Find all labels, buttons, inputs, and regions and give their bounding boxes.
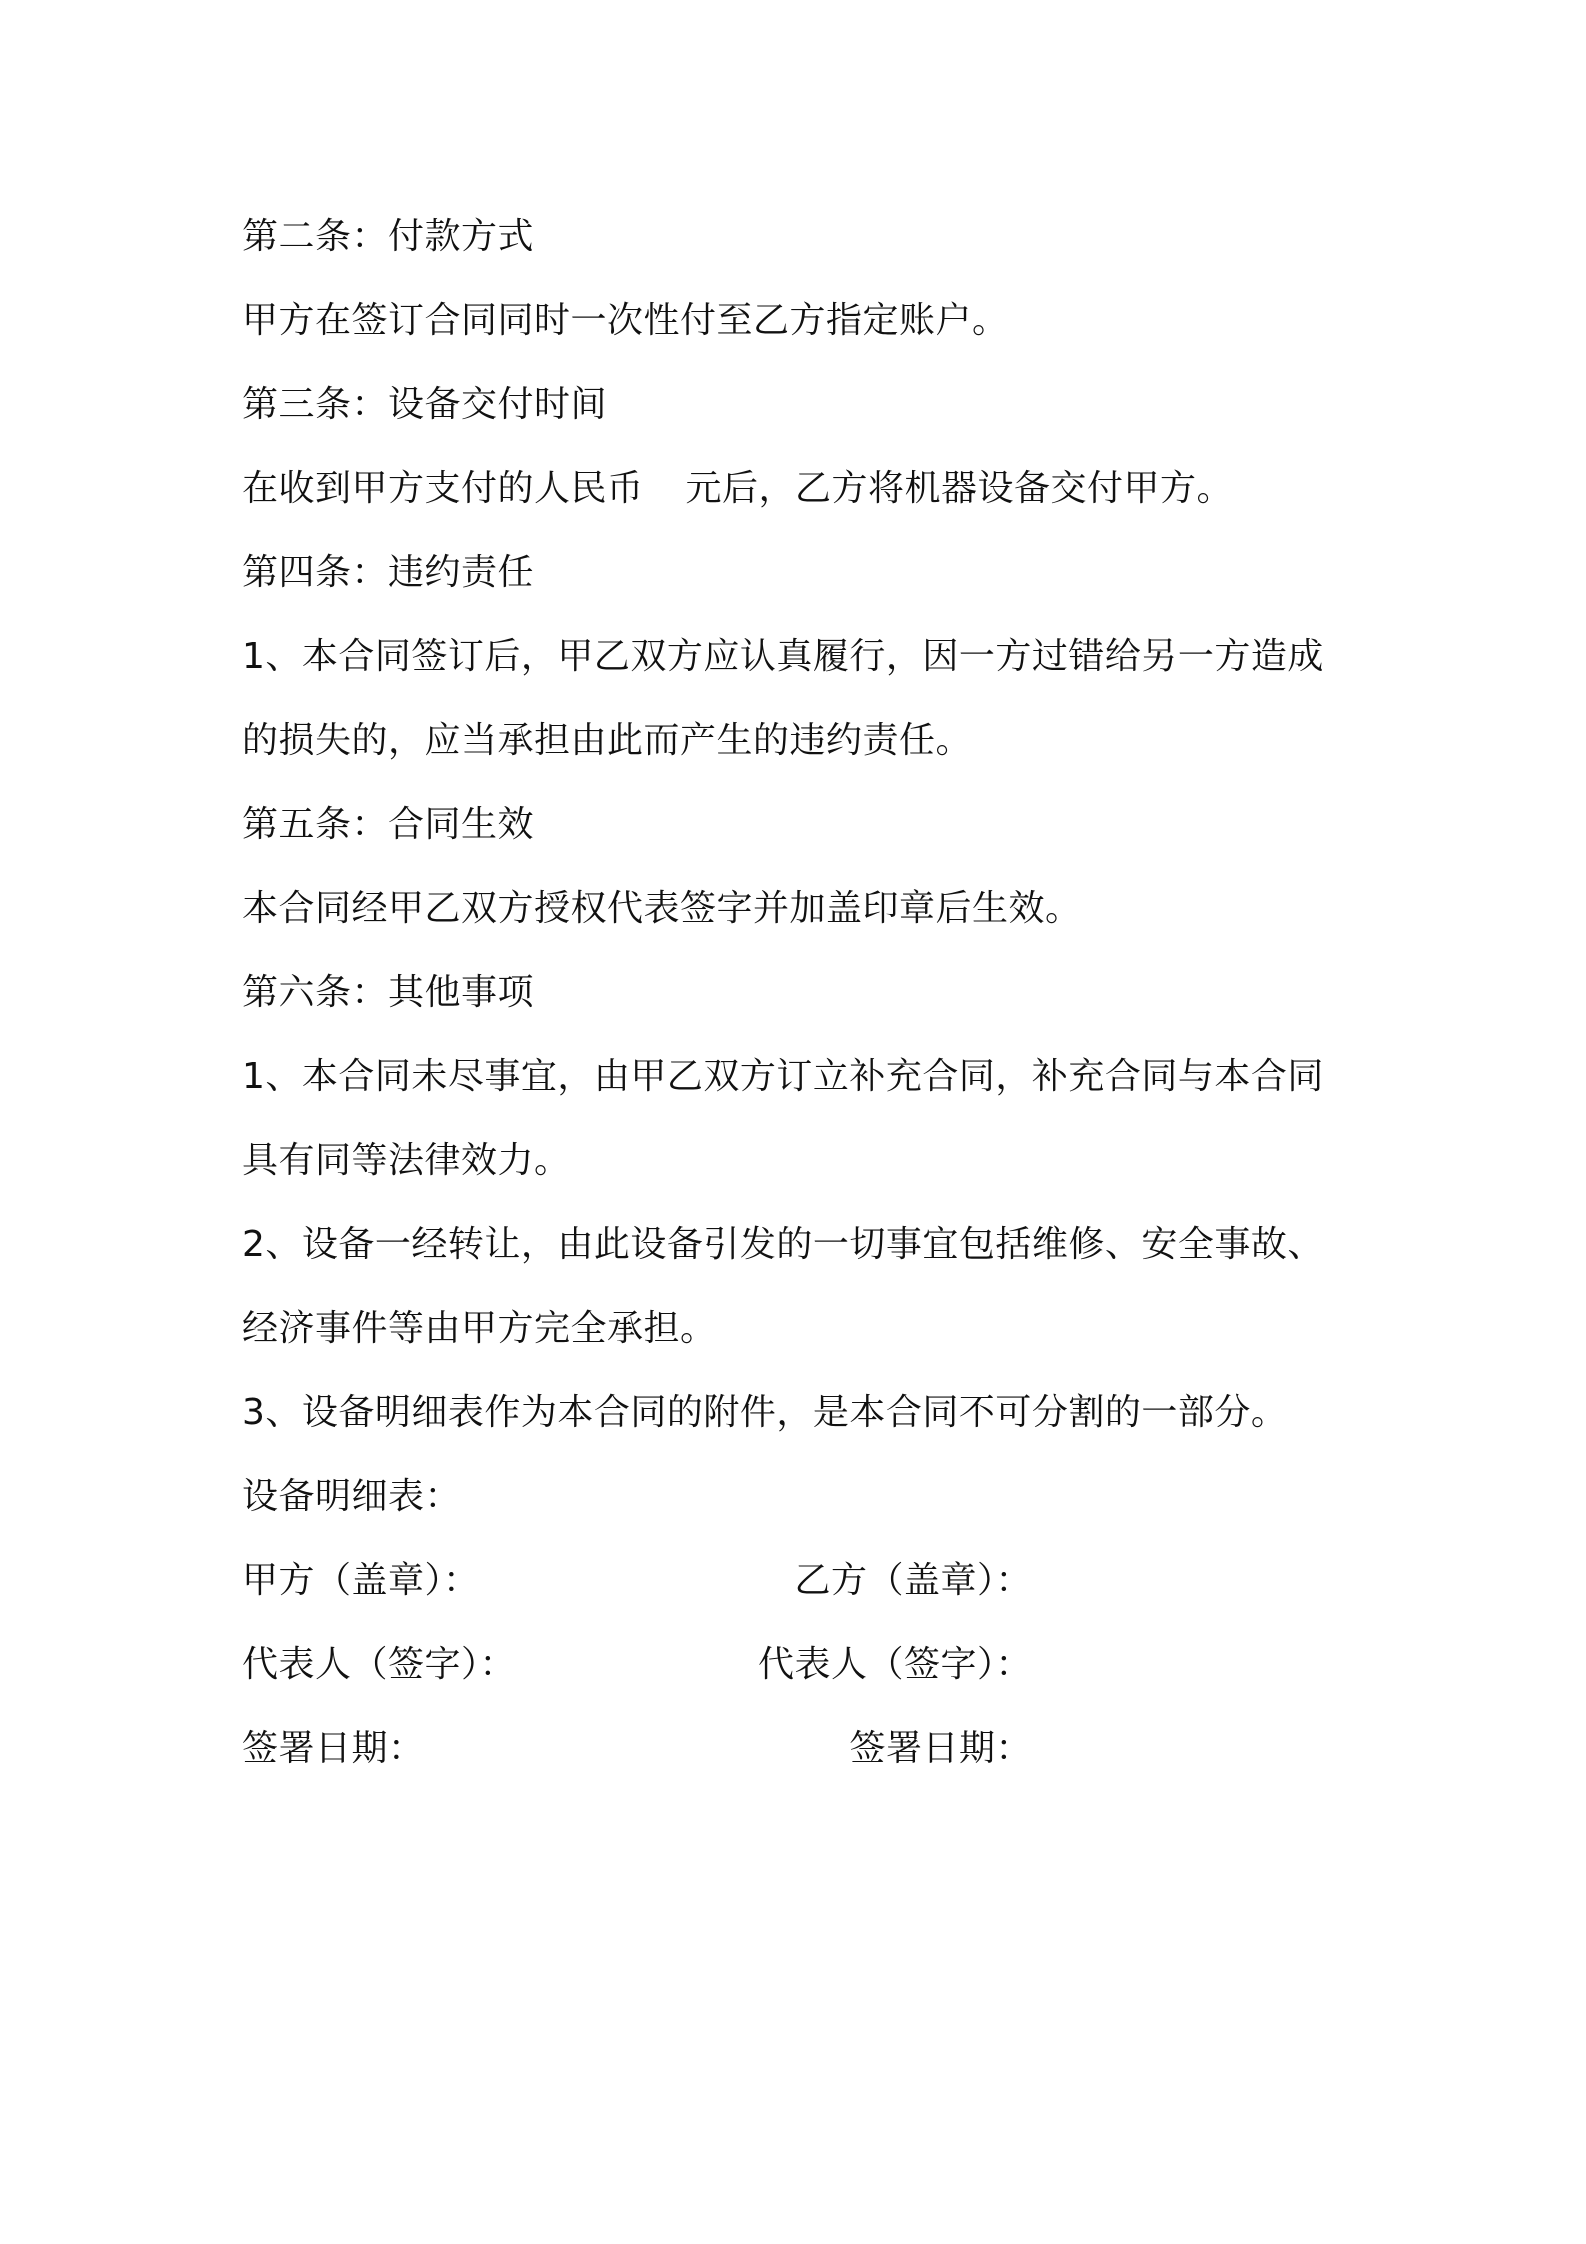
article-6-item-2-line-2: 经济事件等由甲方完全承担。 <box>242 1308 717 1349</box>
party-a-seal-label: 甲方（盖章）： <box>242 1560 480 1601</box>
article-3-text <box>242 447 1362 531</box>
article-3-heading: 第三条：设备交付时间 <box>242 384 608 425</box>
signing-date-row <box>242 1707 1362 1791</box>
article-4-item-1-line-2: 的损失的，应当承担由此而产生的违约责任。 <box>242 720 973 761</box>
article-6-item-1-line-1: 1、本合同未尽事宜，由甲乙双方订立补充合同，补充合同与本合同 <box>242 1056 1324 1097</box>
article-6-heading: 第六条：其他事项 <box>242 972 535 1013</box>
article-6-item-2-line-1: 2、设备一经转让，由此设备引发的一切事宜包括维修、安全事故、 <box>242 1224 1324 1265</box>
party-b-seal-label: 乙方（盖章）： <box>794 1560 1032 1601</box>
article-6-item-1-line-2: 具有同等法律效力。 <box>242 1140 571 1181</box>
contract-body <box>242 195 1362 1791</box>
article-3-text-after: 元后，乙方将机器设备交付甲方。 <box>685 468 1234 509</box>
party-a-date-label: 签署日期： <box>242 1728 425 1769</box>
equipment-list-label: 设备明细表： <box>242 1476 462 1517</box>
article-4-heading: 第四条：违约责任 <box>242 552 535 593</box>
article-2-heading: 第二条：付款方式 <box>242 216 535 257</box>
party-a-rep-label: 代表人（签字）： <box>242 1644 517 1685</box>
article-5-text: 本合同经甲乙双方授权代表签字并加盖印章后生效。 <box>242 888 1082 929</box>
party-b-rep-label: 代表人（签字）： <box>757 1644 1032 1685</box>
representative-row <box>242 1623 1362 1707</box>
seal-row <box>242 1539 1362 1623</box>
party-b-date-label: 签署日期： <box>849 1728 1032 1769</box>
article-6-item-3: 3、设备明细表作为本合同的附件，是本合同不可分割的一部分。 <box>242 1392 1288 1433</box>
article-2-text: 甲方在签订合同同时一次性付至乙方指定账户。 <box>242 300 1009 341</box>
article-3-text-before: 在收到甲方支付的人民币 <box>242 468 644 509</box>
article-4-item-1-line-1: 1、本合同签订后，甲乙双方应认真履行，因一方过错给另一方造成 <box>242 636 1324 677</box>
article-5-heading: 第五条：合同生效 <box>242 804 535 845</box>
